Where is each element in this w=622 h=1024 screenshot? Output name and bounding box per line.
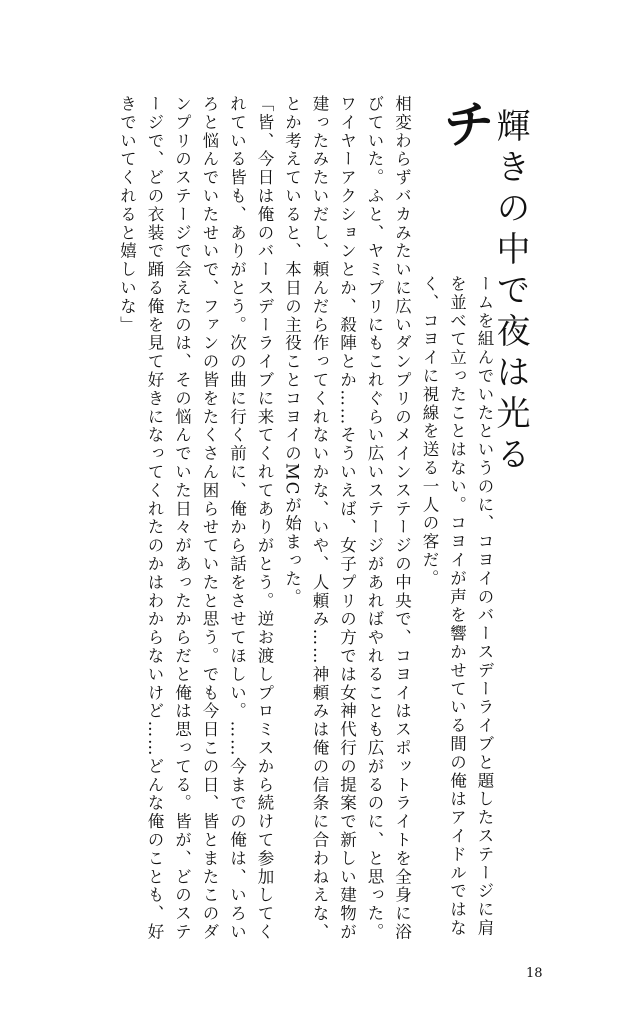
paragraph-3: 「皆、今日は俺のバースデーライブに来てくれてありがとう。逆お渡しプロミスから続けて参加してくれている皆も、ありがとう。次の曲に行く前に、俺から話をさせてほしい。……今までの俺は、いろいろと悩んでいたせいで、ファンの皆をたくさん困らせていたと思う。でも今日この日、皆とまたこのダンプリのステージで会えたのは、その悩んでいた日々があったからだと俺は思ってる。皆が、どのステージで、どの衣装で踊る俺を見て好きになってくれたのかはわからないけど……どんな俺のことも、好きでいてくれると嬉しいな」 bbox=[117, 95, 274, 942]
chapter-title: 輝きの中で夜は光る bbox=[490, 108, 530, 477]
paragraph-2: 相変わらずバカみたいに広いダンプリのメインステージの中央で、コヨイはスポットライトを全身に浴びていた。ふと、ヤミプリにもこれぐらい広いステージがあればやれることも広がるのに、と思った。ワイヤーアクションとか、殺陣とか……そういえば、女子プリの方では女神代行の提案で新しい建物が建ったみたいだし、頼んだら作ってくれないかな、いや、人頼み……神頼みは俺の信条に合わねえな、とか考えていると、本日の主役ことコヨイのMCが始まった。 bbox=[282, 95, 412, 942]
paragraph-1: ームを組んでいたというのに、コヨイのバースデーライブと題したステージに肩を並べて立ったことはない。コヨイが声を響かせている間の俺はアイドルではなく、コヨイに視線を送る一人の客だ。 bbox=[420, 275, 494, 938]
page-number: 18 bbox=[526, 966, 543, 981]
drop-cap: チ bbox=[444, 96, 494, 154]
body-text bbox=[108, 95, 498, 945]
